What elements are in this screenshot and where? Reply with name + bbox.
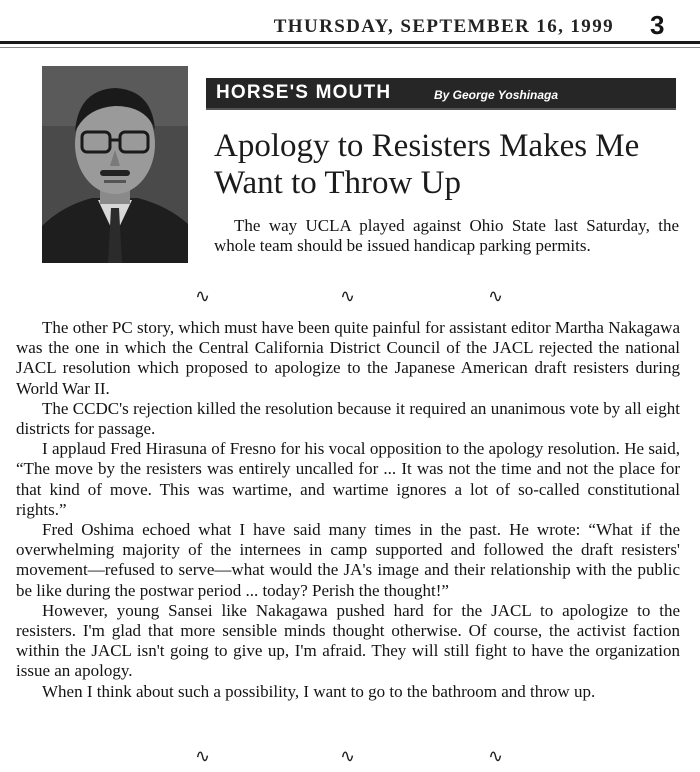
body-paragraph: I applaud Fred Hirasuna of Fresno for his vocal opposition to the apology resolution. He said, “The move by the resisters was entirely uncalled for ... It was not the time and not the place for that kind of move. This was wartime, and wartime ignores a lot of so-called constitutional rights.”: [16, 439, 680, 519]
header-rule: [0, 41, 700, 44]
columnist-photo: [42, 66, 188, 263]
intro-paragraph: The way UCLA played against Ohio State last Saturday, the whole team should be issued handicap parking permits.: [214, 216, 679, 255]
body-paragraph: The other PC story, which must have been quite painful for assistant editor Martha Nakagawa was the one in which the Central California District Council of the JACL rejected the national JACL resolution which proposed to apologize to the Japanese American draft resisters during World War II.: [16, 318, 680, 398]
column-name: HORSE'S MOUTH: [216, 82, 392, 103]
article-headline: Apology to Resisters Makes Me Want to Throw Up: [214, 128, 640, 201]
banner-rule: [206, 108, 676, 110]
body-paragraph: The CCDC's rejection killed the resolution because it required an unanimous vote by all eight districts for passage.: [16, 398, 680, 439]
header-rule-thin: [0, 47, 700, 48]
ornament-icon: ∿: [195, 746, 211, 766]
end-divider: [0, 748, 700, 764]
ornament-icon: ∿: [488, 746, 504, 766]
page-number: 3: [650, 10, 665, 40]
ornament-icon: ∿: [340, 286, 356, 306]
body-paragraph: When I think about such a possibility, I want to go to the bathroom and throw up.: [42, 681, 596, 701]
article-body: [16, 318, 680, 702]
section-divider: [0, 288, 700, 304]
body-paragraph: However, young Sansei like Nakagawa pushed hard for the JACL to apologize to the resisters. I'm glad that more sensible minds thought otherwise. Of course, the activist faction within the JACL isn't going to give up, I'm afraid. They will still fight to have the organization issue an apology.: [16, 600, 680, 681]
ornament-icon: ∿: [195, 286, 211, 306]
column-banner: [206, 78, 676, 108]
byline: By George Yoshinaga: [434, 88, 559, 102]
ornament-icon: ∿: [340, 746, 356, 766]
issue-date: THURSDAY, SEPTEMBER 16, 1999: [273, 16, 614, 37]
ornament-icon: ∿: [488, 286, 504, 306]
body-paragraph: Fred Oshima echoed what I have said many times in the past. He wrote: “What if the overwhelming majority of the internees in camp supported and followed the draft resisters' movement—refused to serve—what would the JA's image and their relationship with the public be like during the postwar period ... today? Perish the thought!”: [16, 520, 680, 600]
